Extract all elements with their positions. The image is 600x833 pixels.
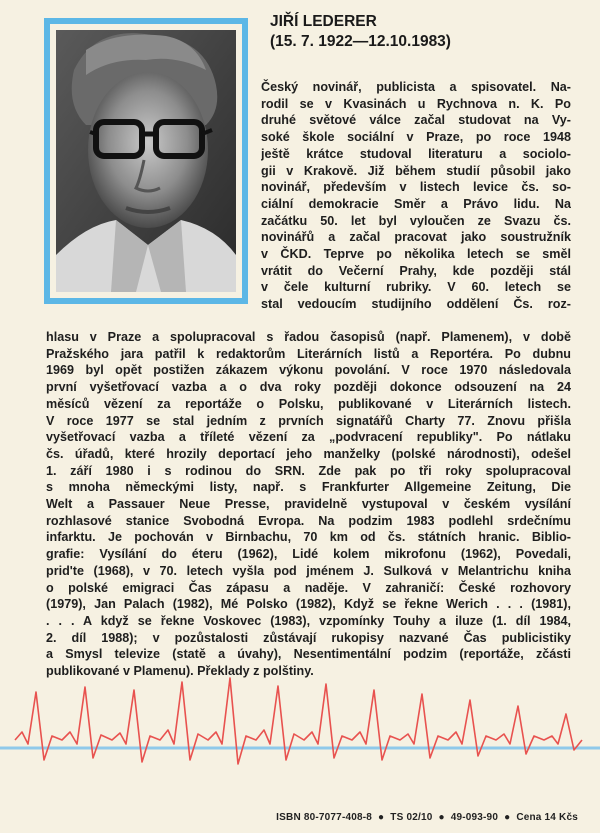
- bio-line: (1979), Jan Palach (1982), Mé Polsko (1982), Když se řekne Werich . . . (1981),: [46, 597, 571, 612]
- bio-line: V roce 1977 se stal jedním z prvních signatářů Charty 77. Znovu přišla: [46, 413, 571, 428]
- bio-line: začátku 50. let byl vyloučen ze Svazu čs.: [261, 213, 571, 228]
- author-portrait-photo: [56, 30, 236, 292]
- bullet-icon: ●: [378, 812, 385, 823]
- biography-text-right: [261, 79, 571, 313]
- bio-line: ciální demokracie Směr a Právo lidu. Na: [261, 196, 571, 211]
- bio-line: Pražského jara patřil k redaktorům Literárních listů a Reportéra. Po dubnu: [46, 346, 571, 361]
- author-name: JIŘÍ LEDERER: [270, 13, 377, 30]
- ecg-waveform: [15, 678, 582, 764]
- bio-line: měsíců vězení za reportáže o Polsku, publikované v Literárních listech.: [46, 396, 571, 411]
- bio-line: 1. září 1980 i s rodinou do SRN. Zde pak po tři roky spolupracoval: [46, 463, 571, 478]
- bio-line: rozhlasové stanice Svobodná Evropa. Na podzim 1983 podlehl srdečnímu: [46, 513, 571, 528]
- bio-line: v čele kulturní rubriky. V 60. letech se: [261, 280, 571, 295]
- bio-line: . . . A když se řekne Voskovec (1983), vzpomínky Touhy a iluze (1. díl 1984,: [46, 613, 571, 628]
- bio-line: infarktu. Je pochován v Birnbachu, 70 km od čs. státních hranic. Biblio-: [46, 530, 571, 545]
- ts-code: TS 02/10: [390, 812, 433, 823]
- author-heading: [270, 12, 590, 52]
- bio-line: 2. díl 1988); v pozůstalosti zůstávají rukopisy nazvané Čas publicistiky: [46, 630, 571, 645]
- isbn: ISBN 80-7077-408-8: [276, 812, 373, 823]
- bio-line: s mnoha německými listy, např. s Frankfurter Allgemeine Zeitung, Die: [46, 480, 571, 495]
- bio-line: čs. úřadů, které hrozily deportací jeho manželky (polské národnosti), odešel: [46, 446, 571, 461]
- bio-line: stal vedoucím studijního oddělení Čs. roz-: [261, 297, 571, 312]
- bio-line: ještě krátce studoval literaturu a sociolo-: [261, 146, 571, 161]
- bio-line: vrátit do Večerní Prahy, kde později stál: [261, 263, 571, 278]
- bio-line: 1969 byl opět postižen zákazem výkonu povolání. V roce 1970 následovala: [46, 363, 571, 378]
- bio-line: Český novinář, publicista a spisovatel. Na-: [261, 80, 571, 94]
- bio-line: Welt a Passauer Neue Presse, pravidelně vystupoval v českém vysílání: [46, 497, 571, 512]
- bio-line: publikované v Plamenu). Překlady z polštiny.: [46, 664, 314, 679]
- bio-line: o polské emigraci Čas zápasu a naděje. V zahraničí: České rozhovory: [46, 580, 571, 595]
- bio-line: druhé světové válce začal studovat na Vy-: [261, 113, 571, 128]
- bullet-icon: ●: [438, 812, 445, 823]
- publication-footer: [0, 812, 578, 823]
- biography-text-full: [46, 329, 571, 680]
- bio-line: soké škole sociální v Praze, po roce 1948: [261, 130, 571, 145]
- photo-frame: [44, 18, 248, 304]
- bullet-icon: ●: [504, 812, 511, 823]
- bio-line: hlasu v Praze a spolupracoval s řadou časopisů (např. Plamenem), v době: [46, 330, 571, 344]
- author-life-dates: (15. 7. 1922—12.10.1983): [270, 33, 451, 50]
- bio-line: prid'te (1968), v 70. letech vyšla pod jménem J. Sulková v Melantrichu kniha: [46, 563, 571, 578]
- price: Cena 14 Kčs: [516, 812, 578, 823]
- bio-line: gii v Krakově. Již během studií působil jako: [261, 163, 571, 178]
- catalog-code: 49-093-90: [450, 812, 499, 823]
- ecg-heartbeat-graphic: [0, 670, 600, 780]
- bio-line: v ČKD. Teprve po několika letech se směl: [261, 247, 571, 262]
- bio-line: grafie: Vysílání do éteru (1962), Lidé kolem mikrofonu (1962), Povedali,: [46, 547, 571, 562]
- bio-line: novinářů a začal pracovat jako soustružník: [261, 230, 571, 245]
- bio-line: novinář, především v listech levice čs. so-: [261, 180, 571, 195]
- bio-line: a Smysl televize (statě a úvahy), Nesentimentální podzim (reportáže, zčásti: [46, 647, 571, 662]
- bio-line: první vyšetřovací vazba a o dva roky později dokonce odsouzení na 24: [46, 380, 571, 395]
- portrait-photo-icon: [56, 30, 236, 292]
- bio-line: rodil se v Kvasinách u Rychnova n. K. Po: [261, 96, 571, 111]
- bio-line: vyšetřovací vazba a tříleté vězení za „podvracení republiky". Po nátlaku: [46, 430, 571, 445]
